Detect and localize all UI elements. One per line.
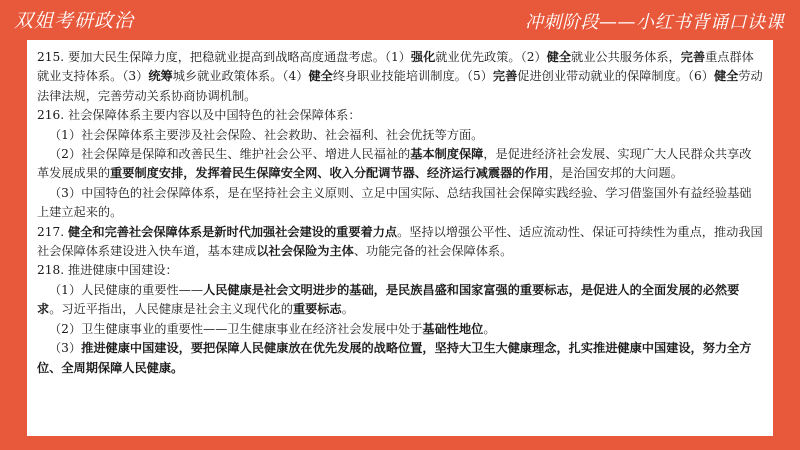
text-run: 。 — [483, 321, 496, 336]
emphasis-text: 人民健康是社会文明进步的基础，是民族昌盛和国家富强的重要标志，是促进人的全面发展的必然要求 — [37, 282, 740, 317]
text-run: 216. 社会保障体系主要内容以及中国特色的社会保障体系： — [37, 108, 361, 123]
text-run: 促进创业带动就业的保障制度。（6） — [517, 69, 714, 84]
paragraph-218 — [37, 261, 763, 280]
text-run: 就业公共服务体系， — [571, 50, 681, 64]
paragraph-218-2 — [37, 320, 763, 339]
text-run: ，是治国安邦的大问题。 — [548, 166, 683, 181]
emphasis-text: 基础性地位 — [422, 321, 484, 336]
document-body — [37, 48, 763, 378]
text-run: 。习近平指出，人民健康是社会主义现代化的 — [49, 302, 293, 317]
text-run: 215. 要加大民生保障力度，把稳就业提高到战略高度通盘考虑。（1） — [37, 50, 411, 64]
emphasis-text: 健全 — [308, 69, 333, 84]
brand-title: 双姐考研政治 — [14, 10, 135, 32]
emphasis-text: 基本制度保障 — [410, 147, 484, 162]
emphasis-text: 健全和完善社会保障体系是新时代加强社会建设的重要着力点 — [68, 224, 398, 239]
paragraph-215 — [37, 48, 763, 106]
text-run: 218. 推进健康中国建设： — [37, 263, 178, 278]
emphasis-text: 重要标志 — [292, 302, 342, 317]
emphasis-text: 推进健康中国建设，要把保障人民健康放在优先发展的战略位置，坚持大卫生大健康理念，扎实推进健康中国建设，努力全方位、全周期保障人民健康。 — [37, 341, 752, 375]
text-run: （3） — [49, 341, 82, 356]
text-run: （1）社会保障体系主要涉及社会保险、社会救助、社会福利、社会优抚等方面。 — [49, 127, 484, 142]
emphasis-text: 以社会保险为主体 — [256, 244, 354, 259]
text-run: 终身职业技能培训制度。（5） — [332, 69, 493, 84]
text-run: （2）社会保障是保障和改善民生、维护社会公平、增进人民福祉的 — [49, 147, 411, 162]
text-run: 城乡就业政策体系。（4） — [172, 69, 309, 84]
text-run: ，是促进经济社会发展、实现广大人民群众共享改革发展成果的 — [37, 147, 752, 181]
emphasis-text: 强化 — [410, 50, 436, 64]
paragraph-218-3 — [37, 339, 763, 378]
text-run: 、功能完备的社会保障体系。 — [353, 244, 513, 259]
paragraph-216-3 — [37, 184, 763, 223]
text-run: 就业优先政策。（2） — [435, 50, 547, 64]
paragraph-218-1 — [37, 281, 763, 320]
emphasis-text: 完善 — [680, 50, 706, 64]
text-run: 。坚持以增强公平性、适应流动性、保证可持续性为重点，推动我国社会保障体系建设进入快车道，基本建成 — [37, 224, 763, 259]
paragraph-216-1 — [37, 126, 763, 145]
text-run: 。 — [341, 302, 354, 317]
paragraph-216-2 — [37, 145, 763, 184]
course-title: 冲刺阶段——小红书背诵口诀课 — [525, 12, 784, 33]
emphasis-text: 统筹 — [148, 69, 173, 84]
paragraph-216 — [37, 106, 763, 125]
text-run: 重点群体就业支持体系。（3） — [37, 50, 754, 84]
content-card — [27, 40, 773, 436]
text-run: （3）中国特色的社会保障体系，是在坚持社会主义原则、立足中国实际、总结我国社会保障实践经验、学习借鉴国外有益经验基础上建立起来的。 — [37, 185, 752, 220]
text-run: （1）人民健康的重要性—— — [49, 282, 204, 297]
text-run: （2）卫生健康事业的重要性——卫生健康事业在经济社会发展中处于 — [49, 321, 423, 336]
emphasis-text: 健全 — [546, 50, 572, 64]
header-bar — [0, 0, 800, 40]
text-run: 劳动法律法规，完善劳动关系协商协调机制。 — [37, 69, 763, 103]
text-run: 217. — [37, 224, 69, 239]
emphasis-text: 重要制度安排，发挥着民生保障安全网、收入分配调节器、经济运行减震器的作用 — [110, 166, 549, 181]
paragraph-217 — [37, 223, 763, 262]
emphasis-text: 健全 — [713, 69, 739, 84]
emphasis-text: 完善 — [492, 69, 518, 84]
